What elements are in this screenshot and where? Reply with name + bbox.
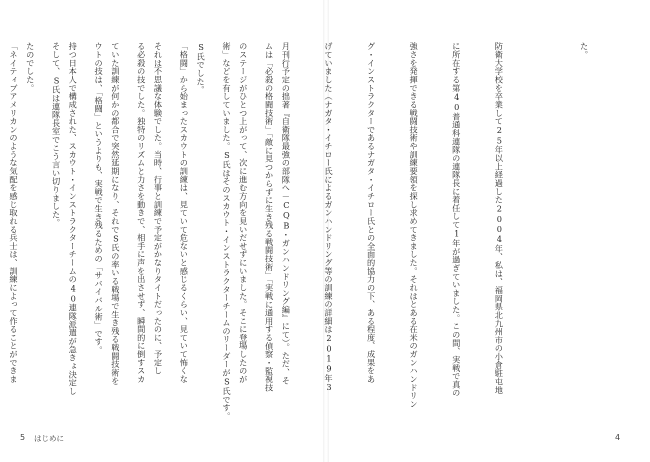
right-page-number: 4 (615, 433, 621, 442)
right-page-body-text (0, 42, 620, 422)
body-line: のステージがひとつ上がって、次に進む方向を見いだせずにいました。そこに登場したのが (238, 42, 249, 384)
body-line: グ・インストラクターであるナガタ・イチロー氏との全面的協力の下、ある程度、成果をあ (366, 42, 377, 384)
body-line: 持つ日本人で構成された、スカウト・インストラクターチームの40連隊派遣が急きょ決定し (68, 42, 79, 396)
body-line: 防衛大学校を卒業して25年以上経過した2004年、私は、福岡県北九州市の小倉駐屯地 (494, 42, 505, 394)
body-line: それは不思議な体験でした。当時、行事と訓練で予定がかなりタイトだったのに、予定し (153, 42, 164, 375)
body-line: る必殺の技でした。独特のリズムと力さを動きで、相手に声を出させず、瞬間的に倒すスカ (136, 42, 147, 384)
body-line: に所在する第40普通科連隊の連隊長に着任して1年が過ぎていました。この間、実戦で真の (451, 42, 462, 397)
body-line: 月刊行予定の拙著『自衛隊最強の部隊へ－CQB・ガンハンドリング編』にて）。ただ、そ (281, 42, 292, 385)
body-line: 「ネイティブアメリカンのような気配を感じ取れる兵士は、訓練によって作ることができま (8, 42, 19, 384)
body-line (535, 42, 549, 422)
left-page-number: 5 (20, 433, 26, 442)
body-line: ていた訓練が何かの都合で突然延期になり、それでS氏の率いる戦場で生き残る戦闘技術を (110, 42, 121, 385)
body-line: S氏でした。 (196, 42, 207, 94)
body-line: 強さを発揮できる戦闘技術や訓練要領を探し求めてきました。それはとある在米のガンハンドリン (409, 42, 420, 409)
body-line: そして、S氏は連隊長室でこう言い切りました。 (51, 42, 62, 227)
body-line: たのでした。 (25, 42, 36, 92)
body-line: た。 (579, 42, 590, 59)
body-line: 「格闘」から始まったスカウトの訓練は、見ていて危ないと感じるくらい、見ていて怖くな (179, 42, 190, 384)
running-title: はじめに (34, 434, 64, 443)
body-line: ムは「必殺の格闘技術」「敵に見つからずに生き残る戦闘技術」「実戦に通用する偵察・監視技 (264, 42, 275, 392)
body-line: げていました（ナガタ・イチロー氏によるガンハンドリング等の訓練の詳細は2019年3 (323, 42, 334, 393)
body-line: 術」などを有していました。S氏はそのスカウト・インストラクターチームのリーダーがS氏です。 (221, 42, 232, 420)
body-line: ウトの技は、「格闘」というよりも、実戦で生き残るための「サバイバル術」です。 (94, 42, 105, 355)
